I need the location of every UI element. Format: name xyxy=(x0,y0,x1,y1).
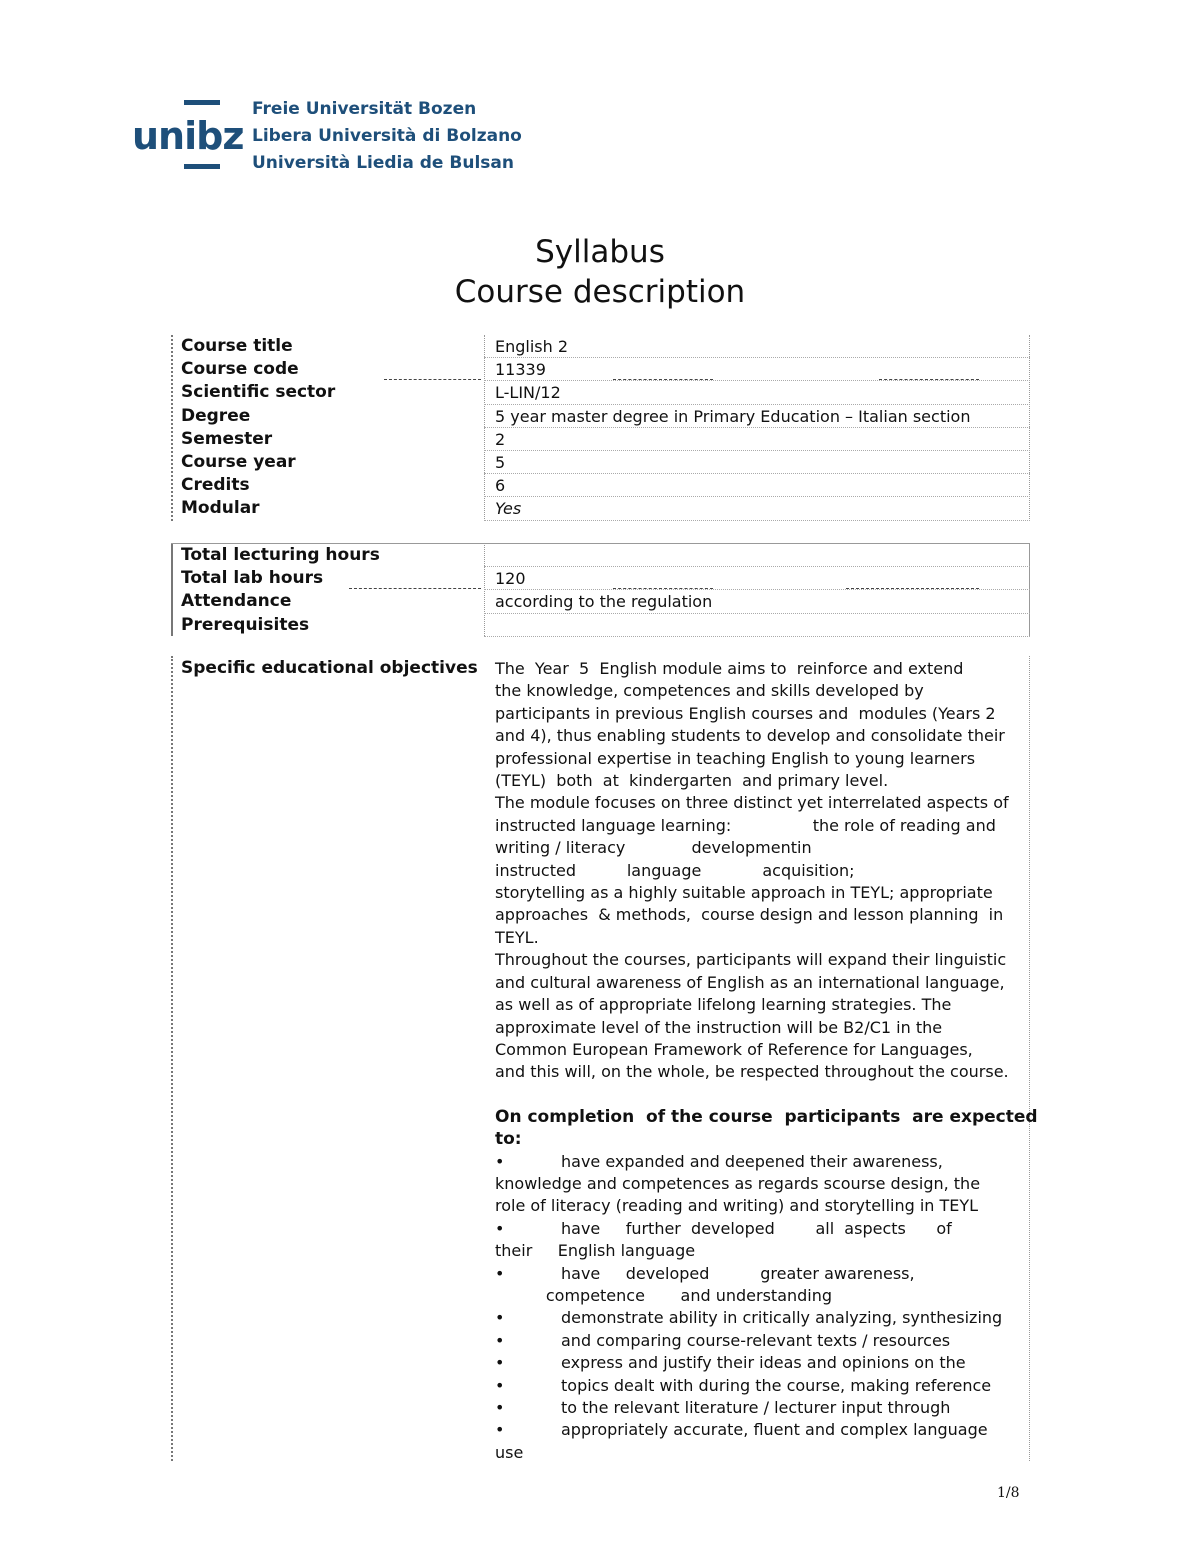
objectives-line: writing / literacy developmentin xyxy=(495,838,812,858)
objectives-line: instructed language acquisition; xyxy=(495,860,855,880)
completion-heading-cont: to: xyxy=(495,1129,522,1150)
unibz-mark xyxy=(128,100,244,178)
table-row xyxy=(171,451,1030,474)
logo-bar-top xyxy=(184,100,220,105)
list-item: • topics dealt with during the course, making reference xyxy=(495,1375,1020,1397)
row-value: L-LIN/12 xyxy=(495,383,561,403)
objectives-line: Throughout the courses, participants will expand their linguistic xyxy=(495,950,1007,970)
logo-text-lines xyxy=(252,96,522,177)
list-item: • demonstrate ability in critically analyzing, synthesizing xyxy=(495,1307,1020,1329)
course-info-table xyxy=(171,335,1030,521)
logo-line-it: Libera Università di Bolzano xyxy=(252,126,522,146)
row-value: 120 xyxy=(495,569,526,589)
list-item-cont: use xyxy=(495,1442,524,1462)
table-row xyxy=(171,474,1030,497)
objectives-line: and this will, on the whole, be respected throughout the course. xyxy=(495,1062,1009,1082)
row-label: Total lab hours xyxy=(181,568,324,589)
row-label: Attendance xyxy=(181,591,292,612)
list-item-cont: role of literacy (reading and writing) and storytelling in TEYL xyxy=(495,1196,979,1216)
objectives-text xyxy=(495,658,1038,1464)
bullet: • xyxy=(495,1330,505,1350)
objectives-line: The Year 5 English module aims to reinforce and extend xyxy=(495,659,964,678)
bullet: • xyxy=(495,1375,505,1395)
row-value: English 2 xyxy=(495,337,569,356)
completion-heading: On completion of the course participants are expected xyxy=(495,1106,1038,1127)
page-title: Syllabus xyxy=(535,234,665,270)
list-item: • and comparing course-relevant texts / resources xyxy=(495,1330,1020,1352)
row-label: Credits xyxy=(181,475,250,496)
bullet: • xyxy=(495,1151,505,1171)
row-value: according to the regulation xyxy=(495,592,713,612)
table-row xyxy=(171,567,1030,590)
list-item: • have expanded and deepened their awareness, xyxy=(495,1151,1020,1173)
row-label: Degree xyxy=(181,405,251,426)
objectives-line: Common European Framework of Reference for Languages, xyxy=(495,1039,973,1059)
objectives-line: professional expertise in teaching English to young learners xyxy=(495,748,976,768)
objectives-line: and 4), thus enabling students to develop and consolidate their xyxy=(495,726,1005,746)
objectives-line: TEYL. xyxy=(495,927,539,947)
objectives-section xyxy=(171,656,1038,1462)
row-value: 2 xyxy=(495,429,506,449)
university-logo xyxy=(128,92,522,182)
list-item: • have developed greater awareness, xyxy=(495,1263,1020,1285)
row-value: 5 year master degree in Primary Education – Italian section xyxy=(495,406,971,426)
logo-line-lld: Università Liedia de Bulsan xyxy=(252,153,514,173)
list-item-cont: knowledge and competences as regards scourse design, the xyxy=(495,1173,981,1193)
objectives-line: The module focuses on three distinct yet interrelated aspects of xyxy=(495,793,1009,813)
bullet: • xyxy=(495,1308,505,1328)
row-value: Yes xyxy=(495,499,522,519)
bullet: • xyxy=(495,1353,505,1373)
objectives-line: participants in previous English courses and modules (Years 2 xyxy=(495,703,996,723)
row-label: Prerequisites xyxy=(181,614,310,635)
table-row xyxy=(171,335,1030,358)
table-row xyxy=(171,543,1030,567)
row-label: Course code xyxy=(181,359,299,380)
row-value: 11339 xyxy=(495,360,546,380)
row-label: Total lecturing hours xyxy=(181,545,380,565)
bullet: • xyxy=(495,1420,505,1440)
list-item-cont: their English language xyxy=(495,1241,696,1261)
objectives-line: storytelling as a highly suitable approach in TEYL; appropriate xyxy=(495,883,993,903)
table-row xyxy=(171,497,1030,520)
objectives-line: the knowledge, competences and skills developed by xyxy=(495,681,924,701)
row-value: 5 xyxy=(495,452,506,472)
page-number: 1/8 xyxy=(997,1485,1020,1501)
list-item-cont: competence and understanding xyxy=(495,1285,833,1305)
objectives-line: and cultural awareness of English as an international language, xyxy=(495,972,1005,992)
table-row xyxy=(171,614,1030,637)
page-subtitle: Course description xyxy=(454,274,746,310)
row-label: Course title xyxy=(181,336,293,356)
table-row xyxy=(171,381,1030,404)
list-item: • express and justify their ideas and opinions on the xyxy=(495,1352,1020,1374)
row-value: 6 xyxy=(495,476,506,496)
list-item: • appropriately accurate, fluent and complex language xyxy=(495,1419,1020,1441)
row-label: Course year xyxy=(181,451,296,472)
objectives-line: instructed language learning: the role of reading and xyxy=(495,815,996,835)
row-label: Scientific sector xyxy=(181,382,336,403)
bullet: • xyxy=(495,1398,505,1417)
logo-wordmark: unibz xyxy=(132,114,244,158)
row-label: Semester xyxy=(181,428,273,449)
row-label: Modular xyxy=(181,498,260,519)
objectives-line: approaches & methods, course design and lesson planning in xyxy=(495,905,1004,925)
list-item: • to the relevant literature / lecturer input through xyxy=(495,1397,1020,1419)
list-item: • have further developed all aspects of xyxy=(495,1218,1020,1240)
bullet: • xyxy=(495,1263,505,1283)
table-row xyxy=(171,358,1030,381)
table-row xyxy=(171,405,1030,428)
objectives-line: as well as of appropriate lifelong learning strategies. The xyxy=(495,995,952,1015)
objectives-label: Specific educational objectives xyxy=(181,658,478,678)
bullet: • xyxy=(495,1218,505,1238)
logo-line-de: Freie Universität Bozen xyxy=(252,99,477,119)
objectives-line: (TEYL) both at kindergarten and primary level. xyxy=(495,771,889,791)
table-row xyxy=(171,428,1030,451)
logo-bar-bottom xyxy=(184,164,220,169)
objectives-line: approximate level of the instruction will be B2/C1 in the xyxy=(495,1017,943,1037)
table-row xyxy=(171,590,1030,613)
hours-table xyxy=(171,543,1030,636)
